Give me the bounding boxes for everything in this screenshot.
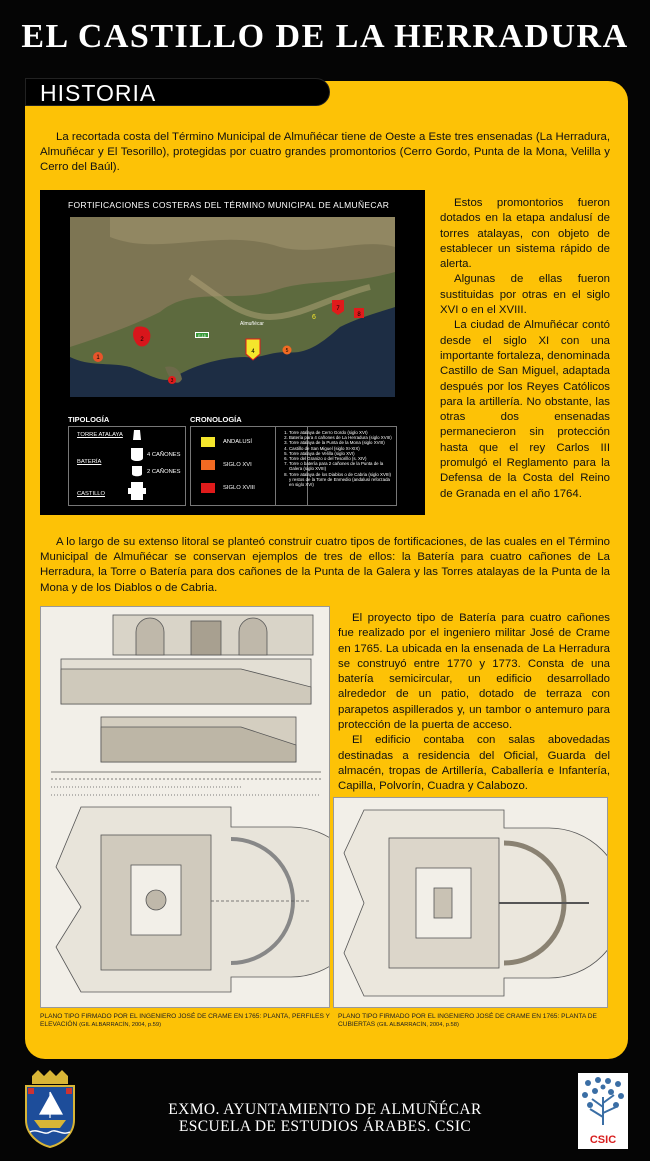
typology-battery: BATERÍA: [77, 459, 102, 465]
right-paragraph-3: La ciudad de Almuñécar contó desde el siglo XI con una importante fortaleza, denominada Castillo de San Miguel, adaptada después por los Reyes Católicos para la artillería. No obstante, las otras dos ensenadas permanecieron sin protección hasta que el rey Carlos III promulgó el Reglamento para la Defensa de la Costa del Reino de Granada en el año 1764.: [440, 319, 610, 500]
footer-line-2: ESCUELA DE ESTUDIOS ÁRABES. CSIC: [178, 1118, 472, 1135]
map-title: FORTIFICACIONES COSTERAS DEL TÉRMINO MUNICIPAL DE ALMUÑECAR: [68, 200, 390, 210]
chronology-xvi: SIGLO XVI: [223, 462, 252, 468]
marker-label: 8: [357, 312, 361, 318]
main-title: EL CASTILLO DE LA HERRADURA: [21, 18, 629, 55]
promontory-text: [440, 196, 610, 502]
city-label: Almuñécar: [240, 321, 264, 327]
battery-paragraph-2: El edificio contaba con salas abovedadas destinadas a residencia del Oficial, Guarda del almacén, tropas de Artillería, Caballería e Infantería, Capilla, Polvorín, Cuadra y Calabozo.: [338, 734, 610, 793]
marker-label: 2: [140, 337, 144, 343]
satellite-map: [70, 217, 395, 397]
road-label: E-15: [198, 334, 206, 338]
site-item: 6. Torre del Granizo o del Tesorillo (s. XIV): [289, 456, 392, 461]
tower-icon: [133, 430, 141, 440]
site-marker-3: [168, 376, 176, 384]
battery-4-icon: [131, 448, 143, 461]
site-item: 1. Torre atalaya de Cerro Gordo (siglo XVI): [289, 430, 392, 435]
site-marker-5: [283, 346, 292, 355]
csic-logo: [578, 1073, 628, 1149]
swatch-xvi: [201, 460, 215, 470]
battery-4-label: 4 CAÑONES: [147, 452, 181, 458]
csic-tree-icon: [578, 1073, 628, 1131]
plan-profiles-elevation-drawing: [40, 606, 330, 1008]
site-item: 7. Torre o batería para 2 cañones de la Punta de la Galera (siglo XVIII): [289, 461, 392, 471]
fortification-types-paragraph: A lo largo de su extenso litoral se planteó construir cuatro tipos de fortificaciones, de las cuales en el Término Municipal de Almuñécar se conservan ejemplos de tres de ellos: la Batería para cuatro cañones de La Herradura, la Torre o Batería para dos cañones de la Punta de la Galera y las Torres atalayas de la Punta de la Mona y de los Diablos o de Cabria.: [40, 536, 610, 594]
typology-tower: TORRE ATALAYA: [77, 432, 123, 438]
castle-icon: [128, 482, 146, 500]
typology-icons: [127, 430, 147, 502]
caption-reference: (GIL ALBARRACÍN, 2004, p.58): [376, 1022, 459, 1029]
historic-roof-plan-image: [334, 798, 607, 1007]
caption-text: PLANO TIPO FIRMADO POR EL INGENIERO JOSÉ DE CRAME EN 1765: PLANTA DE CUBIERTAS: [338, 1013, 597, 1029]
site-marker-1: [93, 352, 103, 362]
coastal-fortifications-map: [40, 190, 425, 515]
marker-label: 6: [312, 314, 316, 321]
site-marker-6: [312, 314, 316, 321]
section-title: HISTORIA: [40, 80, 157, 106]
chronology-andalusi: ANDALUSÍ: [223, 439, 252, 445]
site-item: 4. Castillo de San Miguel (siglo XI-XIX): [289, 446, 392, 451]
intro-paragraph: La recortada costa del Término Municipal de Almuñécar tiene de Oeste a Este tres ensenadas (La Herradura, Almuñécar y El Tesorillo), protegidas por cuatro grandes promontorios (Cerro Gordo, Punta de la Mona, Velilla y Cerro del Baúl).: [40, 131, 610, 174]
left-drawing-caption: [40, 1013, 335, 1029]
site-item: 2. Batería para 4 cañones de La Herradura (siglo XVIII): [289, 435, 392, 440]
battery-paragraph-1: El proyecto tipo de Batería para cuatro cañones fue realizado por el ingeniero militar José de Crame en 1765. La ubicada en la ensenada de La Herradura se construyó entre 1770 y 1773. Consta de una batería semicircular, un edificio desarrollado alrededor de un patio, dotado de terraza con parapetos aspillerados y, un tambor o antemuro para protección de la puerta de acceso.: [338, 612, 610, 732]
right-drawing-caption: [338, 1013, 613, 1029]
chronology-xviii: SIGLO XVIII: [223, 485, 255, 491]
marker-label: 4: [251, 349, 255, 355]
right-paragraph-2: Algunas de ellas fueron sustituidas por otras en el siglo XVI o en el XVIII.: [440, 273, 610, 317]
chronology-heading: CRONOLOGÍA: [190, 415, 242, 424]
roof-plan-drawing: [333, 797, 608, 1008]
right-paragraph-1: Estos promontorios fueron dotados en la etapa andalusí de torres atalayas, con objeto de establecer un sistema rápido de alerta.: [440, 197, 610, 271]
marker-label: 1: [96, 355, 100, 361]
marker-label: 5: [285, 348, 289, 354]
swatch-andalusi: [201, 437, 215, 447]
marker-label: 3: [170, 378, 174, 384]
typology-heading: TIPOLOGÍA: [68, 415, 110, 424]
battery-text: [338, 611, 610, 795]
typology-castle: CASTILLO: [77, 491, 106, 497]
footer-line-1: EXMO. AYUNTAMIENTO DE ALMUÑÉCAR: [168, 1101, 482, 1118]
site-item: 3. Torre atalaya de la Punta de la Mona (siglo XVIII): [289, 440, 392, 445]
almunecar-coat-of-arms-icon: [22, 1070, 78, 1148]
battery-2-label: 2 CAÑONES: [147, 469, 181, 475]
marker-label: 7: [336, 306, 340, 312]
swatch-xviii: [201, 483, 215, 493]
site-item: 5. Torre atalaya de Velilla (siglo XVI): [289, 451, 392, 456]
section-tab: [25, 78, 330, 106]
typology-legend: [68, 426, 186, 506]
csic-label: CSIC: [589, 1134, 617, 1146]
historic-plan-image: [41, 607, 329, 1007]
site-marker-8: [354, 308, 364, 318]
site-list: [275, 426, 397, 506]
battery-2-icon: [132, 466, 142, 476]
caption-text: PLANO TIPO FIRMADO POR EL INGENIERO JOSÉ DE CRAME EN 1765: PLANTA, PERFILES Y ELEVACIÓN: [40, 1013, 330, 1029]
site-item: 8. Torre atalaya de los Diablos o de Cabria (siglo XVIII) y restos de la Torre de Enmedio (andalusí reforzada en siglo XVI): [289, 472, 392, 488]
caption-reference: (GIL ALBARRACÍN, 2004, p.59): [79, 1022, 162, 1029]
footer-institutions: [120, 1101, 530, 1135]
